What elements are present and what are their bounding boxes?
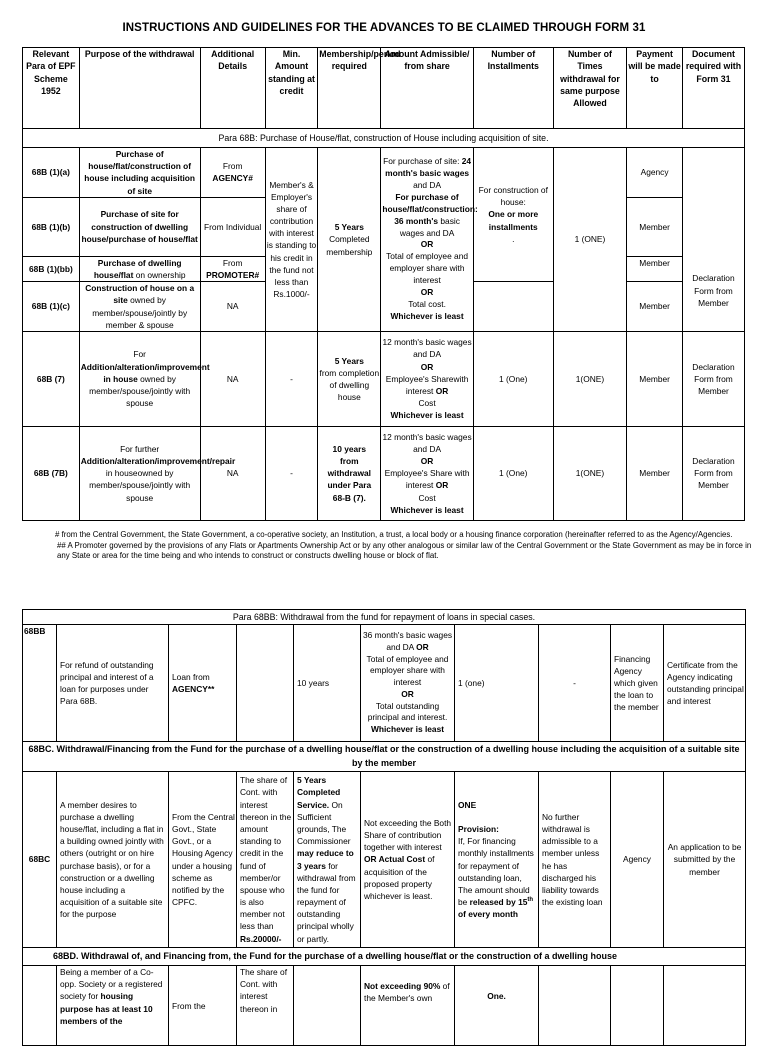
min-amount-value: Rs.20000/- [240,933,282,944]
times-cell: No further withdrawal is admissible to a member unless he has discharged his liability towards the existing loan [539,772,611,948]
purpose-cell [79,256,200,281]
installment-text: If, For financing monthly installments for repayment of outstanding loan, The amount should be [458,836,534,908]
amount-cell [361,772,455,948]
amount-text: For purchase of site: [383,155,462,166]
installment-text: For construction of house: [478,185,548,208]
document-cell: Certificate from the Agency indicating outstanding principal and interest [664,625,746,742]
table-row [23,772,746,948]
times-cell: 1 (ONE) [553,148,627,332]
details-cell: NA [200,331,265,426]
footnote-agency: # from the Central Government, the State Government, a co-operative society, an Institution, a trust, a local body or a housing finance corporation (hereinafter referred to as the Agency/Agencies. [55,530,733,539]
amount-text: Not exceeding the Both Share of contribution together with interest [364,817,452,853]
membership-text: Completed membership [326,234,373,257]
amount-text: Total cost. [408,299,446,310]
installments-cell: 1 (one) [455,625,539,742]
amount-cell [361,966,455,1046]
membership-cell [294,772,361,948]
details-cell: NA [200,282,265,332]
details-cell [169,625,237,742]
payment-cell [611,966,664,1046]
footnotes [55,530,755,562]
para-cell: 68B (1)(bb) [23,256,80,281]
table-row [23,966,746,1046]
min-amount-text: The share of Cont. with interest thereon in the amount standing to credit in the fund of member/or spouse who is also member not less than [240,775,292,932]
section-row-68bd [23,948,746,966]
installment-text: released by 15 [469,897,528,908]
membership-cell: 10 years [294,625,361,742]
details-text: From [222,161,243,172]
col-header-para: Relevant Para of EPF Scheme 1952 [23,48,80,129]
purpose-cell: A member desires to purchase a dwelling house/flat, including a flat in a building owned jointly with others (outright or on hire purchase basis), or for a construction or a dwelling house including a acquisition of a suitable site for the purpose [57,772,169,948]
membership-text: from [340,456,359,467]
membership-text: 68-B (7). [332,492,366,503]
purpose-text: For [133,349,146,360]
installments-cell [455,966,539,1046]
payment-cell: Member [627,426,683,520]
amount-or: OR [420,456,434,467]
details-text: From [222,257,243,268]
header-row [23,48,745,129]
min-amount-cell: Member's & Employer's share of contribution with interest is standing to his credit in the fund not less than Rs.1000/- [265,148,318,332]
installments-cell [473,282,553,332]
amount-text: Actual Cost [376,854,426,865]
installment-text: One or more installments [488,209,539,232]
installment-text: . [512,233,515,244]
table-row [23,331,745,426]
table-row [23,625,746,742]
details-cell: NA [200,426,265,520]
installment-text: One. [487,991,506,1001]
amount-whichever: Whichever is least [370,724,445,735]
payment-cell: Member [627,282,683,332]
details-promoter: PROMOTER# [206,269,260,280]
membership-text: 5 Years Completed Service. [297,775,341,810]
purpose-cell [79,331,210,426]
amount-text: Total of employee and employer share with interest [366,653,449,688]
document-cell: An application to be submitted by the member [664,772,746,948]
membership-text: may reduce to 3 years [297,848,354,871]
amount-or: OR [435,385,449,396]
installment-text: ONE [458,799,477,810]
purpose-text: in houseowned by member/spouse/jointly with spouse [89,468,191,503]
purpose-cell [79,426,236,520]
amount-text: and DA [413,179,442,190]
para-cell [23,966,57,1046]
purpose-cell [57,966,169,1046]
purpose-cell: For refund of outstanding principal and interest of a loan for purposes under Para 68B. [57,625,169,742]
purpose-text: Being a member of a Co-opp. Society or a registered society for [60,967,163,1002]
para-cell: 68B (7) [23,331,80,426]
section-heading: Para 68B: Purchase of House/flat, construction of House including acquisition of site. [23,129,745,148]
col-header-membership: Membership/period required [318,48,381,129]
section-heading: Para 68BB: Withdrawal from the fund for repayment of loans in special cases. [23,610,746,625]
installments-cell: 1 (One) [473,426,553,520]
amount-or: OR [416,641,429,652]
withdrawal-table-68bb [22,609,746,1046]
amount-text: 24 month's basic wages [385,155,472,178]
membership-cell [318,426,381,520]
installments-cell [473,148,553,282]
amount-or: OR [401,688,414,699]
membership-years: 5 Years [334,222,364,233]
para-cell: 68BC [23,772,57,948]
purpose-text: housing purpose has at least 10 members of the [60,991,153,1026]
membership-text: withdrawal [327,468,371,479]
amount-text: Not exceeding 90% [364,981,441,991]
amount-cell [381,426,473,520]
section-heading: 68BD. Withdrawal of, and Financing from, the Fund for the purchase of a dwelling house/flat or the construction of a dwelling house [23,948,746,966]
times-cell: 1(ONE) [553,426,627,520]
membership-text: under Para [327,480,372,491]
col-header-min-amount: Min. Amount standing at credit [265,48,318,129]
installment-text: Provision: [458,823,499,834]
details-agency: AGENCY# [212,173,253,184]
page-title: INSTRUCTIONS AND GUIDELINES FOR THE ADVANCES TO BE CLAIMED THROUGH FORM 31 [122,22,646,34]
amount-text: Total outstanding principal and interest. [367,700,448,723]
installment-text: th [527,897,534,904]
details-cell [200,148,265,198]
amount-text: 12 month's basic wages and DA [382,337,472,360]
amount-text: Employee's Share with interest [384,468,470,491]
table-row [23,148,745,198]
purpose-cell: Purchase of site for construction of dwelling house/purchase of house/flat [79,197,200,256]
document-cell: Declaration Form from Member [682,331,744,426]
amount-or: OR [420,287,434,298]
payment-cell: Member [627,197,683,256]
installment-text: of every month [458,909,519,920]
amount-or: OR [420,239,434,250]
amount-text: of acquisition of the proposed property whichever is least. [364,854,435,901]
details-cell [169,966,237,1046]
amount-text: Employee's Sharewith interest [385,373,469,396]
membership-cell [294,966,361,1046]
para-cell: 68B (1)(c) [23,282,80,332]
amount-or: OR [420,361,434,372]
times-cell [539,966,611,1046]
amount-text: Cost [418,398,436,409]
membership-cell [318,148,381,332]
para-cell: 68B (1)(b) [23,197,80,256]
amount-cell [381,331,473,426]
membership-text: from completion of dwelling house [319,367,380,403]
col-header-times: Number of Times withdrawal for same purpose Allowed [553,48,627,129]
purpose-text: owned by member/spouse/jointly by member & spouse [92,295,188,330]
details-cell [200,256,265,281]
amount-whichever: Whichever is least [390,410,464,421]
para-cell: 68BB [23,625,57,742]
col-header-document: Document required with Form 31 [682,48,744,129]
document-cell: Declaration Form from Member [682,148,744,332]
amount-whichever: Whichever is least [390,504,464,515]
payment-cell: Member [627,256,683,281]
membership-cell [318,331,381,426]
min-amount-cell: The share of Cont. with interest thereon in [237,966,294,1046]
purpose-text: Addition/alteration/improvement/repair [80,456,236,467]
col-header-payment: Payment will be made to [627,48,683,129]
details-agency: AGENCY** [172,684,215,694]
section-row-68bb [23,610,746,625]
amount-or: OR [435,480,449,491]
amount-text: 12 month's basic wages and DA [382,431,472,454]
payment-cell: Member [627,331,683,426]
purpose-text: Addition/alteration/improvement in house [80,361,210,384]
min-amount-cell [237,772,294,948]
para-cell: 68B (1)(a) [23,148,80,198]
purpose-text: on ownership [133,269,186,280]
payment-cell: Financing Agency which given the loan to the member [611,625,664,742]
amount-text: 36 month's basic wages and DA [362,630,453,652]
times-cell: 1(ONE) [553,331,627,426]
purpose-text: owned by member/spouse/jointly with spouse [89,373,191,409]
table-row [23,426,745,520]
document-cell: Declaration Form from Member [682,426,744,520]
col-header-purpose: Purpose of the withdrawal [79,48,200,129]
purpose-text: Construction of house on a site [85,283,195,306]
membership-text: for withdrawal from the fund for repayment of outstanding principal wholly or partly. [297,860,356,944]
membership-years: 5 Years [334,355,364,366]
membership-text: On Sufficient grounds, The Commissioner [297,799,351,847]
min-amount-cell: - [265,331,318,426]
amount-text: Cost [418,492,436,503]
purpose-text: For further [120,443,160,454]
amount-text: Total of employee and employer share with interest [386,251,469,286]
purpose-cell: Purchase of house/flat/construction of house including acquisition of site [79,148,200,198]
col-header-installments: Number of Installments [473,48,553,129]
col-header-details: Additional Details [200,48,265,129]
section-row-68bc [23,742,746,772]
membership-years: 10 years [332,443,367,454]
withdrawal-table-68b [22,47,745,521]
amount-cell [381,148,478,332]
amount-text: basic wages and DA [399,215,460,238]
amount-cell [361,625,455,742]
details-text: Loan from [172,671,210,682]
amount-whichever: Whichever is least [390,310,464,321]
purpose-cell [79,282,200,332]
installments-cell: 1 (One) [473,331,553,426]
para-cell: 68B (7B) [23,426,80,520]
min-amount-cell [237,625,294,742]
section-heading: 68BC. Withdrawal/Financing from the Fund for the purchase of a dwelling house/flat or the construction of a dwelling house including the acquisition of a suitable site by the member [23,742,746,772]
amount-text: For purchase of house/flat/construction: 36 month's [382,191,478,226]
purpose-text: Purchase of dwelling house/flat [93,257,182,280]
details-cell: From Individual [200,197,265,256]
col-header-amount: Amount Admissible/ from share [381,48,473,129]
document-cell [664,966,746,1046]
payment-cell: Agency [627,148,683,198]
details-cell: From the Central Govt., State Govt., or a Housing Agency under a housing scheme as notified by the CPFC. [169,772,237,948]
amount-text: of the Member's own [364,981,450,1004]
details-text: From the [172,1001,206,1011]
times-cell: - [539,625,611,742]
installments-cell [455,772,539,948]
footnote-promoter: ## A Promoter governed by the provisions of any Flats or Apartments Ownership Act or by any other analogous or similar law of the Central Government or the State Government as may be in force in any State or area for the time being and who intends to construct or constructs dwelling house or block of flat. [57,540,752,561]
payment-cell: Agency [611,772,664,948]
section-row-68b [23,129,745,148]
amount-or: OR [364,854,377,865]
min-amount-cell: - [265,426,318,520]
